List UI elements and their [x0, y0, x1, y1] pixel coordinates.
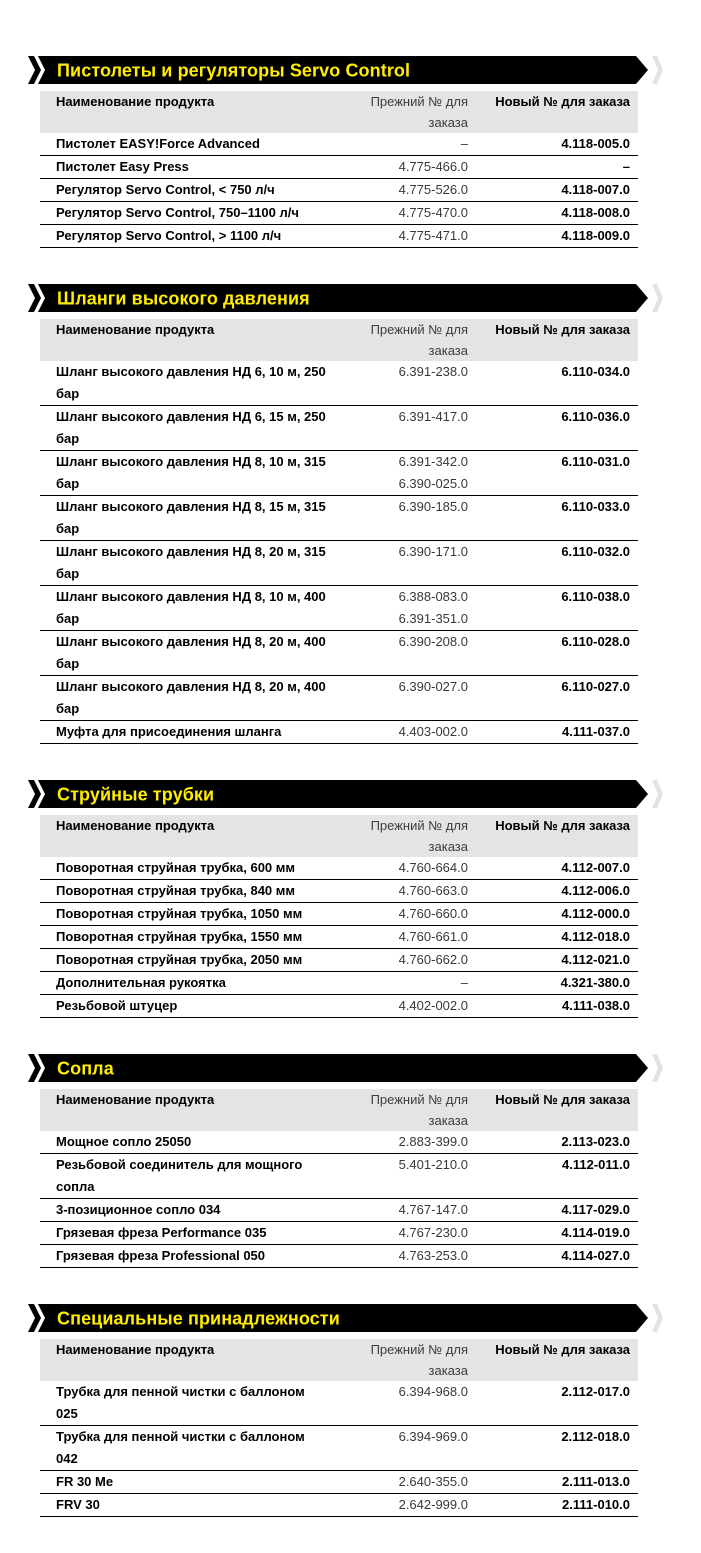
product-name: Шланг высокого давления НД 8, 20 м, 400 бар	[56, 634, 326, 671]
new-order-number: 4.114-027.0	[561, 1248, 630, 1263]
old-order-number-line: 5.401-210.0	[398, 1157, 468, 1172]
old-order-number-line: 2.883-399.0	[398, 1134, 468, 1149]
old-order-number-line: 4.763-253.0	[398, 1248, 468, 1263]
product-name: Муфта для присоединения шланга	[56, 724, 282, 739]
table-row	[40, 1471, 638, 1494]
new-order-number: 2.112-017.0	[561, 1384, 630, 1399]
banner-left-chevron-icon	[28, 56, 41, 84]
new-order-number: 4.112-021.0	[561, 952, 630, 967]
product-table	[40, 1089, 638, 1268]
table-row	[40, 1494, 638, 1517]
product-name: Шланг высокого давления НД 8, 10 м, 315 бар	[56, 454, 326, 491]
table-row	[40, 1245, 638, 1268]
old-order-number	[328, 972, 468, 994]
old-order-number	[328, 202, 468, 224]
column-header-new-number: Новый № для заказа	[495, 1092, 630, 1107]
old-order-number-line: 6.391-351.0	[398, 611, 468, 626]
product-name: Шланг высокого давления НД 6, 15 м, 250 бар	[56, 409, 326, 446]
table-row	[40, 133, 638, 156]
old-order-number	[328, 541, 468, 563]
table-row	[40, 972, 638, 995]
old-order-number	[328, 1131, 468, 1153]
product-table	[40, 91, 638, 248]
table-row	[40, 1154, 638, 1199]
column-header-old-number: Прежний № для заказа	[370, 94, 468, 130]
old-order-number-line: 4.403-002.0	[398, 724, 468, 739]
product-name: Поворотная струйная трубка, 1050 мм	[56, 906, 303, 921]
old-order-number-line: 2.642-999.0	[398, 1497, 468, 1512]
section	[28, 1054, 663, 1268]
old-order-number	[328, 721, 468, 743]
old-order-number	[328, 1426, 468, 1448]
table-row	[40, 995, 638, 1018]
old-order-number	[328, 1154, 468, 1176]
old-order-number	[328, 926, 468, 948]
new-order-number: 4.118-008.0	[561, 205, 630, 220]
old-order-number	[328, 995, 468, 1017]
new-order-number: 6.110-034.0	[561, 364, 630, 379]
new-order-number: 4.118-005.0	[561, 136, 630, 151]
product-name: Регулятор Servo Control, 750–1100 л/ч	[56, 205, 299, 220]
table-header-row	[40, 1089, 638, 1131]
table-row	[40, 361, 638, 406]
product-table	[40, 319, 638, 744]
column-header-old-number: Прежний № для заказа	[370, 1092, 468, 1128]
old-order-number	[328, 1381, 468, 1403]
product-name: Поворотная струйная трубка, 600 мм	[56, 860, 296, 875]
banner-left-chevron-icon	[28, 1304, 41, 1332]
product-name: Резьбовой соединитель для мощного сопла	[56, 1157, 303, 1194]
product-name: Шланг высокого давления НД 8, 10 м, 400 бар	[56, 589, 326, 626]
column-header-old-number: Прежний № для заказа	[370, 322, 468, 358]
old-order-number-line: 6.391-342.0	[398, 454, 468, 469]
old-order-number	[328, 451, 468, 495]
new-order-number: 4.114-019.0	[561, 1225, 630, 1240]
table-row	[40, 156, 638, 179]
new-order-number: –	[622, 159, 630, 174]
new-order-number: 2.112-018.0	[561, 1429, 630, 1444]
product-name: Шланг высокого давления НД 8, 15 м, 315 бар	[56, 499, 326, 536]
column-header-new-number: Новый № для заказа	[495, 1342, 630, 1357]
new-order-number: 4.112-006.0	[561, 883, 630, 898]
old-order-number	[328, 179, 468, 201]
table-row	[40, 202, 638, 225]
banner-right-chevron-icon	[652, 1304, 663, 1332]
new-order-number: 4.321-380.0	[560, 975, 630, 990]
table-row	[40, 225, 638, 248]
old-order-number-line: 4.402-002.0	[398, 998, 468, 1013]
section-banner	[28, 1304, 663, 1332]
new-order-number: 6.110-036.0	[561, 409, 630, 424]
old-order-number	[328, 406, 468, 428]
table-row	[40, 857, 638, 880]
product-name: Грязевая фреза Performance 035	[56, 1225, 267, 1240]
table-header-row	[40, 1339, 638, 1381]
banner-right-chevron-icon	[652, 56, 663, 84]
old-order-number-line: 2.640-355.0	[398, 1474, 468, 1489]
product-table	[40, 815, 638, 1018]
old-order-number-line: 6.390-025.0	[398, 476, 468, 491]
column-header-new-number: Новый № для заказа	[495, 818, 630, 833]
table-row	[40, 926, 638, 949]
table-row	[40, 631, 638, 676]
column-header-old-number: Прежний № для заказа	[370, 1342, 468, 1378]
new-order-number: 4.112-007.0	[561, 860, 630, 875]
product-name: Трубка для пенной чистки с баллоном 025	[56, 1384, 305, 1421]
new-order-number: 4.112-011.0	[562, 1157, 630, 1172]
column-header-product: Наименование продукта	[56, 1092, 215, 1107]
product-name: Регулятор Servo Control, < 750 л/ч	[56, 182, 275, 197]
old-order-number	[328, 631, 468, 653]
section-title: Пистолеты и регуляторы Servo Control	[57, 60, 411, 81]
section-title: Сопла	[57, 1058, 114, 1079]
section	[28, 56, 663, 248]
new-order-number: 4.111-037.0	[562, 724, 630, 739]
column-header-product: Наименование продукта	[56, 1342, 215, 1357]
product-name: 3-позиционное сопло 034	[56, 1202, 221, 1217]
old-order-number-line: 6.390-171.0	[398, 544, 468, 559]
new-order-number: 4.111-038.0	[562, 998, 630, 1013]
old-order-number-line: 4.775-471.0	[398, 228, 468, 243]
old-order-number-line: 4.760-664.0	[398, 860, 468, 875]
section	[28, 284, 663, 744]
product-name: Грязевая фреза Professional 050	[56, 1248, 266, 1263]
new-order-number: 6.110-033.0	[561, 499, 630, 514]
banner-right-chevron-icon	[652, 284, 663, 312]
old-order-number	[328, 586, 468, 630]
table-row	[40, 1426, 638, 1471]
section-title: Шланги высокого давления	[57, 288, 310, 309]
old-order-number-line: 4.760-661.0	[398, 929, 468, 944]
table-row	[40, 676, 638, 721]
product-name: FRV 30	[56, 1497, 100, 1512]
table-row	[40, 1199, 638, 1222]
table-row	[40, 179, 638, 202]
old-order-number	[328, 1471, 468, 1493]
table-row	[40, 451, 638, 496]
old-order-number	[328, 903, 468, 925]
product-name: Шланг высокого давления НД 8, 20 м, 400 бар	[56, 679, 326, 716]
section-banner	[28, 56, 663, 84]
table-row	[40, 1222, 638, 1245]
table-row	[40, 496, 638, 541]
table-row	[40, 880, 638, 903]
old-order-number-line: 6.390-027.0	[398, 679, 468, 694]
new-order-number: 6.110-032.0	[561, 544, 630, 559]
old-order-number-line: 6.388-083.0	[398, 589, 468, 604]
table-row	[40, 1131, 638, 1154]
table-row	[40, 1381, 638, 1426]
old-order-number-line: 4.767-230.0	[398, 1225, 468, 1240]
old-order-number	[328, 133, 468, 155]
old-order-number-line: 6.390-208.0	[398, 634, 468, 649]
table-header-row	[40, 815, 638, 857]
new-order-number: 4.112-018.0	[561, 929, 630, 944]
banner-right-chevron-icon	[652, 1054, 663, 1082]
product-name: Пистолет EASY!Force Advanced	[56, 136, 260, 151]
old-order-number-line: 4.760-662.0	[398, 952, 468, 967]
old-order-number-line: 6.394-968.0	[398, 1384, 468, 1399]
new-order-number: 4.112-000.0	[561, 906, 630, 921]
old-order-number-line: 4.775-466.0	[398, 159, 468, 174]
table-row	[40, 949, 638, 972]
new-order-number: 4.117-029.0	[561, 1202, 630, 1217]
banner-left-chevron-icon	[28, 1054, 41, 1082]
old-order-number	[328, 676, 468, 698]
table-header-row	[40, 319, 638, 361]
section-banner	[28, 1054, 663, 1082]
old-order-number-line: 4.767-147.0	[398, 1202, 468, 1217]
old-order-number-line: 4.775-470.0	[398, 205, 468, 220]
new-order-number: 6.110-027.0	[561, 679, 630, 694]
banner-right-chevron-icon	[652, 780, 663, 808]
new-order-number: 2.111-010.0	[562, 1497, 630, 1512]
old-order-number	[328, 1245, 468, 1267]
old-order-number-line: 6.394-969.0	[398, 1429, 468, 1444]
new-order-number: 6.110-038.0	[561, 589, 630, 604]
section	[28, 1304, 663, 1517]
old-order-number	[328, 857, 468, 879]
product-name: Регулятор Servo Control, > 1100 л/ч	[56, 228, 282, 243]
section-title: Струйные трубки	[57, 784, 215, 805]
banner-arrow-bar	[38, 1054, 648, 1082]
product-name: Поворотная струйная трубка, 840 мм	[56, 883, 296, 898]
section-banner	[28, 780, 663, 808]
column-header-product: Наименование продукта	[56, 818, 215, 833]
product-name: FR 30 Me	[56, 1474, 114, 1489]
old-order-number-line: –	[460, 975, 468, 990]
old-order-number	[328, 156, 468, 178]
product-name: Дополнительная рукоятка	[56, 975, 226, 990]
table-row	[40, 721, 638, 744]
banner-left-chevron-icon	[28, 780, 41, 808]
section-banner	[28, 284, 663, 312]
product-name: Поворотная струйная трубка, 1550 мм	[56, 929, 303, 944]
old-order-number	[328, 225, 468, 247]
old-order-number	[328, 361, 468, 383]
product-name: Резьбовой штуцер	[56, 998, 178, 1013]
old-order-number	[328, 880, 468, 902]
table-row	[40, 406, 638, 451]
product-name: Шланг высокого давления НД 6, 10 м, 250 бар	[56, 364, 326, 401]
product-table	[40, 1339, 638, 1517]
new-order-number: 2.113-023.0	[561, 1134, 630, 1149]
old-order-number-line: 4.775-526.0	[398, 182, 468, 197]
new-order-number: 6.110-028.0	[561, 634, 630, 649]
old-order-number	[328, 496, 468, 518]
new-order-number: 6.110-031.0	[561, 454, 630, 469]
old-order-number-line: 4.760-660.0	[398, 906, 468, 921]
section-title: Специальные принадлежности	[57, 1308, 340, 1329]
column-header-new-number: Новый № для заказа	[495, 94, 630, 109]
column-header-new-number: Новый № для заказа	[495, 322, 630, 337]
new-order-number: 2.111-013.0	[562, 1474, 630, 1489]
old-order-number	[328, 1199, 468, 1221]
product-name: Поворотная струйная трубка, 2050 мм	[56, 952, 303, 967]
column-header-product: Наименование продукта	[56, 94, 215, 109]
product-name: Пистолет Easy Press	[56, 159, 189, 174]
old-order-number-line: 6.390-185.0	[398, 499, 468, 514]
new-order-number: 4.118-007.0	[561, 182, 630, 197]
column-header-old-number: Прежний № для заказа	[370, 818, 468, 854]
old-order-number	[328, 949, 468, 971]
table-header-row	[40, 91, 638, 133]
old-order-number-line: 4.760-663.0	[398, 883, 468, 898]
table-row	[40, 586, 638, 631]
old-order-number-line: 6.391-238.0	[398, 364, 468, 379]
section	[28, 780, 663, 1018]
product-name: Мощное сопло 25050	[56, 1134, 192, 1149]
old-order-number	[328, 1494, 468, 1516]
column-header-product: Наименование продукта	[56, 322, 215, 337]
table-row	[40, 903, 638, 926]
new-order-number: 4.118-009.0	[561, 228, 630, 243]
sections-container	[0, 56, 701, 1517]
product-name: Шланг высокого давления НД 8, 20 м, 315 бар	[56, 544, 326, 581]
old-order-number	[328, 1222, 468, 1244]
old-order-number-line: 6.391-417.0	[398, 409, 468, 424]
table-row	[40, 541, 638, 586]
product-name: Трубка для пенной чистки с баллоном 042	[56, 1429, 305, 1466]
banner-left-chevron-icon	[28, 284, 41, 312]
old-order-number-line: –	[460, 136, 468, 151]
